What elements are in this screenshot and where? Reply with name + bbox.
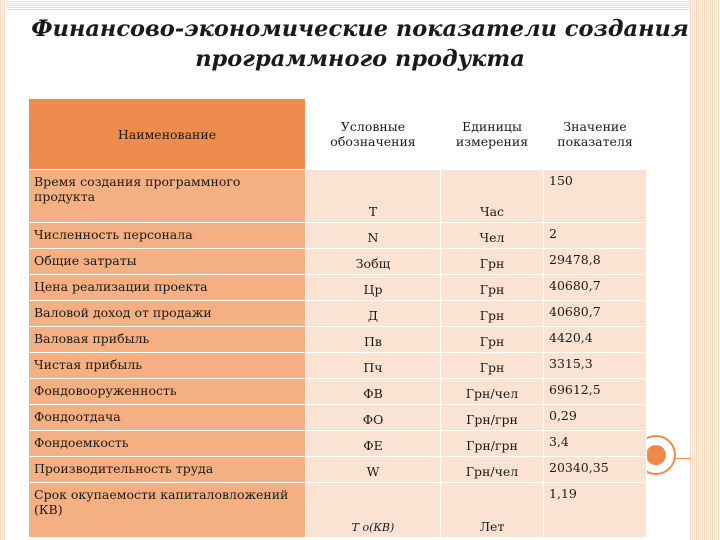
row-name: Валовой доход от продажи [29, 301, 306, 327]
row-symbol: Пч [306, 353, 441, 379]
table-row [29, 301, 647, 327]
table-row [29, 405, 647, 431]
decorative-dot-icon [646, 445, 666, 465]
row-symbol: W [306, 457, 441, 483]
decorative-frame-left [0, 0, 6, 540]
row-value: 4420,4 [544, 327, 647, 353]
table-header-row [29, 99, 647, 170]
row-symbol: ФВ [306, 379, 441, 405]
table-row [29, 275, 647, 301]
row-name: Производительность труда [29, 457, 306, 483]
header-name: Наименование [29, 99, 306, 170]
row-value: 40680,7 [544, 275, 647, 301]
row-unit: Лет [441, 483, 544, 538]
row-value: 29478,8 [544, 249, 647, 275]
row-value: 20340,35 [544, 457, 647, 483]
row-name: Фондоотдача [29, 405, 306, 431]
table-row [29, 353, 647, 379]
page-title [30, 14, 690, 74]
row-name: Срок окупаемости капиталовложений (КВ) [29, 483, 306, 538]
row-symbol: ФЕ [306, 431, 441, 457]
decorative-frame-top [0, 0, 720, 10]
row-value: 3,4 [544, 431, 647, 457]
row-name: Численность персонала [29, 223, 306, 249]
row-value: 0,29 [544, 405, 647, 431]
row-name: Фондовооруженность [29, 379, 306, 405]
row-symbol: ФО [306, 405, 441, 431]
row-symbol: Пв [306, 327, 441, 353]
row-symbol: Цр [306, 275, 441, 301]
row-symbol: N [306, 223, 441, 249]
row-unit: Грн [441, 275, 544, 301]
row-unit: Грн [441, 249, 544, 275]
row-unit: Грн [441, 353, 544, 379]
row-unit: Час [441, 170, 544, 223]
row-name: Чистая прибыль [29, 353, 306, 379]
page-title-line-2: программного продукта [195, 46, 525, 72]
table-row [29, 431, 647, 457]
row-unit: Грн [441, 327, 544, 353]
table-row [29, 249, 647, 275]
header-unit: Единицы измерения [441, 99, 544, 170]
table-row [29, 379, 647, 405]
row-unit: Грн/чел [441, 379, 544, 405]
row-value: 150 [544, 170, 647, 223]
row-name: Время создания программного продукта [29, 170, 306, 223]
row-value: 40680,7 [544, 301, 647, 327]
row-name: Цена реализации проекта [29, 275, 306, 301]
table-row [29, 327, 647, 353]
row-symbol: Т [306, 170, 441, 223]
row-symbol: Т о(КВ) [306, 483, 441, 538]
row-unit: Грн/чел [441, 457, 544, 483]
row-value: 69612,5 [544, 379, 647, 405]
row-name: Общие затраты [29, 249, 306, 275]
decorative-frame-right [690, 0, 720, 540]
row-unit: Грн/грн [441, 405, 544, 431]
header-symbol: Условные обозначения [306, 99, 441, 170]
table-row [29, 170, 647, 223]
row-name: Валовая прибыль [29, 327, 306, 353]
row-value: 1,19 [544, 483, 647, 538]
row-value: 3315,3 [544, 353, 647, 379]
table-row [29, 223, 647, 249]
row-value: 2 [544, 223, 647, 249]
row-name: Фондоемкость [29, 431, 306, 457]
indicators-table [28, 98, 647, 538]
page-title-line-1: Финансово-экономические показатели создания [31, 16, 689, 42]
row-unit: Чел [441, 223, 544, 249]
table-row [29, 483, 647, 538]
row-unit: Грн/грн [441, 431, 544, 457]
row-symbol: Зобщ [306, 249, 441, 275]
row-symbol: Д [306, 301, 441, 327]
header-value: Значение показателя [544, 99, 647, 170]
row-unit: Грн [441, 301, 544, 327]
table-row [29, 457, 647, 483]
